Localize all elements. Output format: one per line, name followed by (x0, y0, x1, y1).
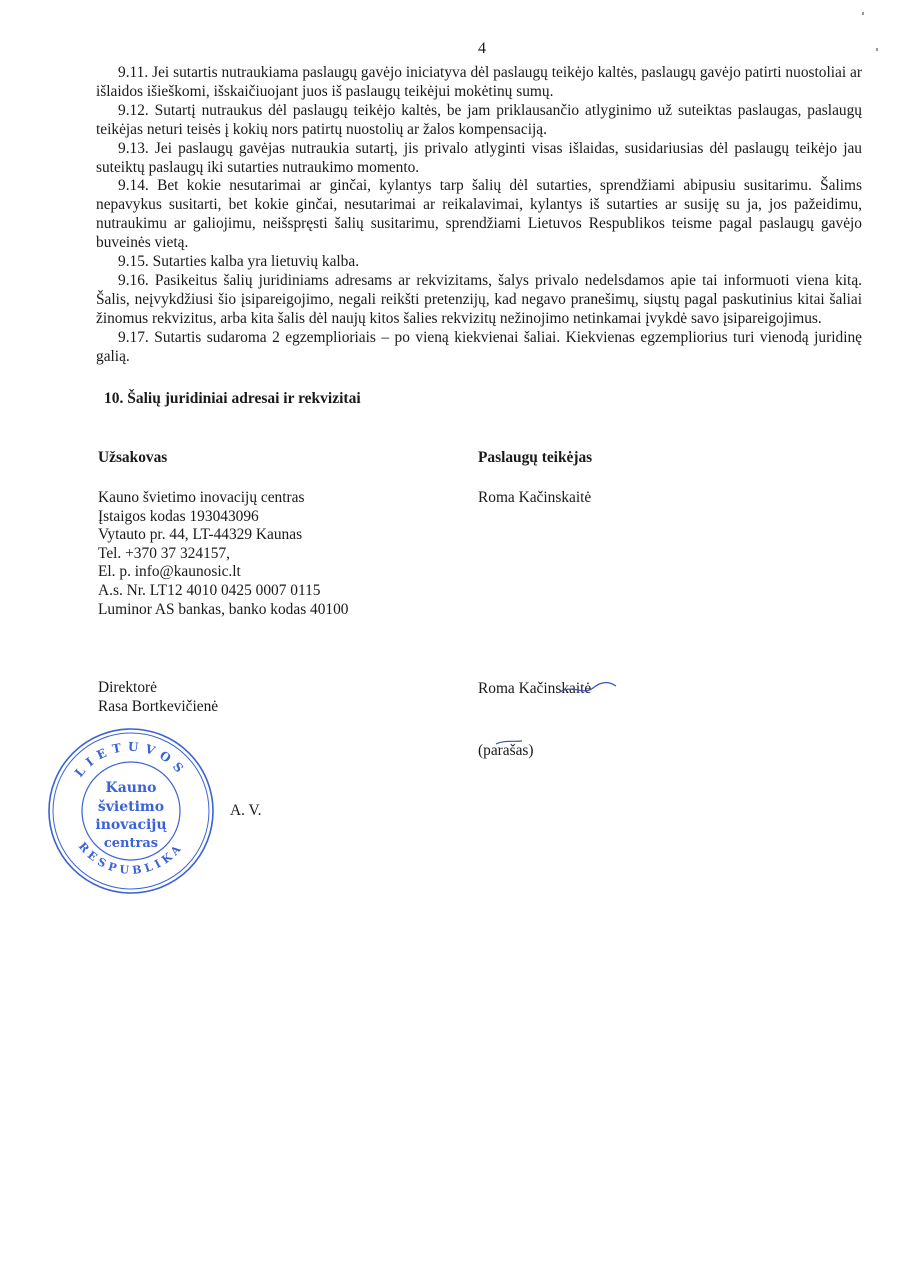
customer-line: Kauno švietimo inovacijų centras (98, 489, 305, 507)
clause-9-14: 9.14. Bet kokie nesutarimai ar ginčai, kylantys tarp šalių dėl sutarties, sprendžiami abipusiu susitarimu. Šalims nepavykus susitarti, bet kokie ginčai, nesutarimai ar reikalavimai, kylantys iš sutarties ar susiję su ja, jos pažeidimu, nutraukimu ar galiojimu, neišspręsti šalių susitarimu, sprendžiami Lietuvos Respublikos teisme pagal paslaugų gavėjo buveinės vietą. (96, 177, 862, 252)
contract-clauses (96, 64, 862, 367)
signature-caption: (parašas) (478, 742, 534, 760)
customer-line: Vytauto pr. 44, LT-44329 Kaunas (98, 526, 303, 544)
provider-name: Roma Kačinskaitė (478, 489, 592, 507)
stamp-center-line: centras (103, 836, 159, 852)
clause-9-11: 9.11. Jei sutartis nutraukiama paslaugų gavėjo iniciatyva dėl paslaugų teikėjo kaltės, paslaugų gavėjo patirti nuostoliai ar išlaidos išieškomi, išskaičiuojant juos iš paslaugų teikėjui mokėtinų sumų. (96, 64, 862, 100)
customer-block (72, 448, 478, 897)
page-number: 4 (478, 40, 486, 57)
scan-speck (876, 48, 878, 51)
clause-9-12: 9.12. Sutartį nutraukus dėl paslaugų teikėjo kaltės, be jam priklausančio atlyginimo už suteiktas paslaugas, paslaugų teikėjas neturi teisės į kokių nors patirtų nuostolių ar žalos kompensaciją. (96, 101, 862, 138)
customer-line: Įstaigos kodas 193043096 (98, 507, 259, 525)
clause-9-17: 9.17. Sutartis sudaroma 2 egzemplioriais – po vieną kiekvienai šaliai. Kiekvienas egzempliorius turi vienodą juridinę galią. (96, 328, 862, 365)
seal-mark: A. V. (230, 802, 262, 820)
provider-signature-area (478, 680, 591, 699)
provider-block (478, 449, 592, 897)
customer-signatory: Rasa Bortkevičienė (98, 697, 219, 715)
svg-text:LIETUVOS (72, 740, 190, 780)
signature-caption-area (478, 742, 534, 761)
stamp-center-line: Kauno (105, 780, 157, 797)
stamp-center-line: inovacijų (95, 817, 167, 834)
customer-line: El. p. info@kaunosic.lt (98, 563, 241, 581)
section-heading: 10. Šalių juridiniai adresai ir rekvizitai (104, 389, 361, 407)
clause-9-15: 9.15. Sutarties kalba yra lietuvių kalba. (118, 253, 360, 271)
customer-line: Luminor AS bankas, banko kodas 40100 (98, 600, 349, 618)
stamp-center-line: švietimo (97, 799, 165, 816)
scan-speck (862, 12, 864, 15)
clause-9-13: 9.13. Jei paslaugų gavėjas nutraukia sutartį, jis privalo atlyginti visas išlaidas, susidariusias dėl paslaugų teikėjo jau suteiktų paslaugų iki sutarties nutraukimo momento. (96, 139, 862, 176)
customer-label: Užsakovas (98, 448, 168, 466)
stamp-bottom-arc: RESPUBLIKA (75, 840, 187, 878)
clause-9-16: 9.16. Pasikeitus šalių juridiniams adresams ar rekvizitams, šalys privalo nedelsdamos apie tai informuoti viena kitą. Šalis, neįvykdžiusi šio įsipareigojimo, negali reikšti pretenzijų, kad negavo pranešimų, siųstų pagal paskutinius kitai šaliai žinomus rekvizitus, arba kita šalis dėl naujų kitos šalies rekvizitų nežinojimo netinkamai įvykdė savo įsipareigojimus. (96, 271, 862, 327)
customer-line: Tel. +370 37 324157, (98, 544, 230, 562)
provider-signatory: Roma Kačinskaitė (478, 679, 592, 697)
customer-position: Direktorė (98, 679, 157, 697)
official-stamp (46, 726, 216, 896)
customer-line: A.s. Nr. LT12 4010 0425 0007 0115 (98, 582, 321, 600)
parties-columns (72, 448, 862, 897)
provider-label: Paslaugų teikėjas (478, 448, 593, 466)
stamp-top-arc: LIETUVOS (72, 740, 190, 781)
document-body (72, 64, 862, 896)
stamp-row (46, 726, 478, 896)
